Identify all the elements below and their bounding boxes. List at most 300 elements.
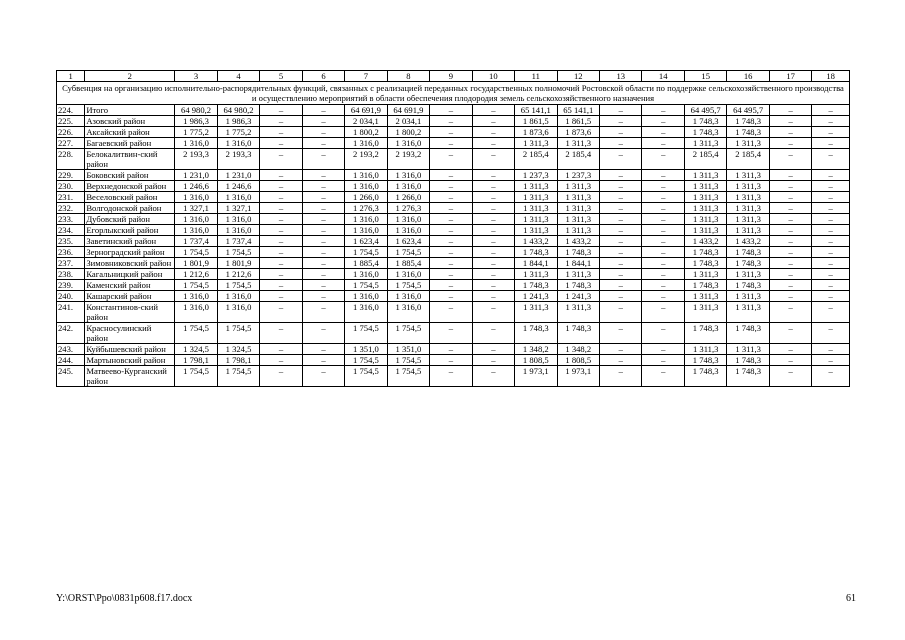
value-cell: 1 311,3 (727, 214, 769, 225)
value-cell: 1 748,3 (684, 323, 726, 344)
value-cell: – (430, 170, 472, 181)
district-name: Константинов-ский район (85, 302, 175, 323)
column-header: 4 (217, 71, 259, 82)
table-row (57, 181, 850, 192)
value-cell: – (472, 116, 514, 127)
value-cell: 1 311,3 (557, 138, 599, 149)
value-cell: 1 798,1 (175, 355, 217, 366)
column-header: 18 (812, 71, 850, 82)
value-cell: 1 311,3 (684, 269, 726, 280)
value-cell: – (769, 247, 811, 258)
value-cell: 1 316,0 (175, 138, 217, 149)
value-cell: – (769, 291, 811, 302)
value-cell: – (430, 323, 472, 344)
column-header: 1 (57, 71, 85, 82)
table-row (57, 247, 850, 258)
column-header: 6 (302, 71, 344, 82)
value-cell: 2 185,4 (557, 149, 599, 170)
value-cell: 65 141,1 (515, 105, 557, 116)
column-header: 15 (684, 71, 726, 82)
value-cell: 1 754,5 (175, 247, 217, 258)
column-header: 13 (600, 71, 642, 82)
value-cell: 1 276,3 (387, 203, 429, 214)
value-cell: – (812, 236, 850, 247)
value-cell: 1 316,0 (175, 192, 217, 203)
value-cell: 1 748,3 (515, 247, 557, 258)
value-cell: 1 885,4 (345, 258, 387, 269)
value-cell: – (642, 192, 684, 203)
value-cell: – (260, 280, 302, 291)
value-cell: 1 748,3 (684, 116, 726, 127)
value-cell: – (812, 192, 850, 203)
value-cell: 1 801,9 (175, 258, 217, 269)
value-cell: 1 808,5 (557, 355, 599, 366)
value-cell: 1 808,5 (515, 355, 557, 366)
value-cell: – (600, 258, 642, 269)
value-cell: 2 034,1 (345, 116, 387, 127)
value-cell: 1 748,3 (727, 355, 769, 366)
column-header: 14 (642, 71, 684, 82)
value-cell: – (430, 138, 472, 149)
value-cell: 1 873,6 (557, 127, 599, 138)
table-row (57, 236, 850, 247)
value-cell: 1 241,3 (557, 291, 599, 302)
value-cell: – (260, 214, 302, 225)
value-cell: 1 316,0 (217, 225, 259, 236)
value-cell: 1 311,3 (515, 225, 557, 236)
value-cell: – (600, 149, 642, 170)
value-cell: – (302, 366, 344, 387)
value-cell: – (769, 236, 811, 247)
value-cell: 2 185,4 (515, 149, 557, 170)
table-row (57, 214, 850, 225)
value-cell: – (430, 225, 472, 236)
value-cell: 1 311,3 (727, 225, 769, 236)
column-header: 8 (387, 71, 429, 82)
value-cell: 1 316,0 (345, 225, 387, 236)
footer-file-path: Y:\ORST\Ppo\0831p608.f17.docx (56, 593, 193, 604)
value-cell: – (812, 149, 850, 170)
value-cell: 1 237,3 (515, 170, 557, 181)
value-cell: – (642, 344, 684, 355)
value-cell: 1 327,1 (217, 203, 259, 214)
value-cell: 1 973,1 (515, 366, 557, 387)
value-cell: 1 348,2 (557, 344, 599, 355)
value-cell: 1 844,1 (515, 258, 557, 269)
value-cell: – (260, 138, 302, 149)
value-cell: – (472, 258, 514, 269)
value-cell: – (600, 291, 642, 302)
value-cell: – (812, 225, 850, 236)
value-cell: – (302, 116, 344, 127)
value-cell: 1 316,0 (387, 170, 429, 181)
table-row (57, 116, 850, 127)
value-cell: – (260, 170, 302, 181)
value-cell: 1 316,0 (217, 291, 259, 302)
value-cell: 1 433,2 (557, 236, 599, 247)
value-cell: 1 212,6 (175, 269, 217, 280)
table-row (57, 323, 850, 344)
budget-table (56, 70, 850, 387)
value-cell: – (260, 258, 302, 269)
value-cell: – (302, 291, 344, 302)
value-cell: – (642, 247, 684, 258)
value-cell: – (769, 170, 811, 181)
value-cell: – (472, 302, 514, 323)
value-cell: – (260, 181, 302, 192)
value-cell: 1 212,6 (217, 269, 259, 280)
value-cell: – (600, 344, 642, 355)
value-cell: – (600, 181, 642, 192)
value-cell: 1 800,2 (387, 127, 429, 138)
value-cell: – (430, 181, 472, 192)
value-cell: 1 748,3 (684, 366, 726, 387)
value-cell: – (642, 138, 684, 149)
district-name: Итого (85, 105, 175, 116)
value-cell: 1 754,5 (387, 247, 429, 258)
value-cell: 1 316,0 (175, 214, 217, 225)
value-cell: – (472, 214, 514, 225)
value-cell: 65 141,1 (557, 105, 599, 116)
value-cell: 1 311,3 (557, 192, 599, 203)
value-cell: – (642, 355, 684, 366)
value-cell: 1 311,3 (515, 138, 557, 149)
value-cell: 1 754,5 (217, 323, 259, 344)
value-cell: 1 748,3 (515, 280, 557, 291)
value-cell: 1 311,3 (684, 291, 726, 302)
district-name: Мартыновский район (85, 355, 175, 366)
value-cell: 1 241,3 (515, 291, 557, 302)
value-cell: – (642, 225, 684, 236)
column-header: 16 (727, 71, 769, 82)
table-caption-row (57, 82, 850, 105)
value-cell: – (812, 105, 850, 116)
column-header: 12 (557, 71, 599, 82)
footer-page-number: 61 (846, 593, 856, 604)
value-cell: 1 311,3 (557, 225, 599, 236)
value-cell: – (642, 116, 684, 127)
value-cell: 1 311,3 (557, 203, 599, 214)
value-cell: 1 885,4 (387, 258, 429, 269)
table-row (57, 138, 850, 149)
value-cell: 1 754,5 (345, 366, 387, 387)
value-cell: 64 691,9 (387, 105, 429, 116)
table-header-row (57, 71, 850, 82)
district-name: Кагальницкий район (85, 269, 175, 280)
value-cell: 2 185,4 (727, 149, 769, 170)
value-cell: – (302, 181, 344, 192)
column-header: 5 (260, 71, 302, 82)
value-cell: 1 748,3 (684, 280, 726, 291)
value-cell: 1 748,3 (727, 127, 769, 138)
value-cell: – (430, 366, 472, 387)
value-cell: 2 193,3 (217, 149, 259, 170)
value-cell: 1 775,2 (175, 127, 217, 138)
value-cell: – (769, 323, 811, 344)
district-name: Белокалитвин-ский район (85, 149, 175, 170)
row-number: 242. (57, 323, 85, 344)
table-row (57, 105, 850, 116)
value-cell: 1 316,0 (345, 291, 387, 302)
value-cell: – (472, 105, 514, 116)
value-cell: – (642, 105, 684, 116)
value-cell: 1 316,0 (345, 302, 387, 323)
value-cell: 1 311,3 (727, 138, 769, 149)
value-cell: – (769, 214, 811, 225)
district-name: Верхнедонской район (85, 181, 175, 192)
value-cell: – (600, 269, 642, 280)
value-cell: – (812, 138, 850, 149)
value-cell: 64 980,2 (175, 105, 217, 116)
value-cell: 1 231,0 (175, 170, 217, 181)
district-name: Куйбышевский район (85, 344, 175, 355)
value-cell: – (600, 355, 642, 366)
value-cell: – (302, 214, 344, 225)
value-cell: – (812, 269, 850, 280)
value-cell: 1 748,3 (557, 247, 599, 258)
table-row (57, 225, 850, 236)
district-name: Егорлыкский район (85, 225, 175, 236)
value-cell: 64 495,7 (684, 105, 726, 116)
value-cell: 1 754,5 (345, 323, 387, 344)
value-cell: 1 748,3 (727, 280, 769, 291)
value-cell: – (812, 291, 850, 302)
value-cell: 1 316,0 (345, 181, 387, 192)
value-cell: – (472, 344, 514, 355)
column-header: 7 (345, 71, 387, 82)
value-cell: 1 316,0 (217, 192, 259, 203)
value-cell: 1 316,0 (387, 225, 429, 236)
value-cell: 1 311,3 (515, 181, 557, 192)
district-name: Заветинский район (85, 236, 175, 247)
district-name: Азовский район (85, 116, 175, 127)
value-cell: 1 748,3 (515, 323, 557, 344)
value-cell: 1 311,3 (727, 203, 769, 214)
value-cell: – (302, 302, 344, 323)
value-cell: 1 754,5 (345, 247, 387, 258)
value-cell: 1 311,3 (727, 192, 769, 203)
value-cell: 1 311,3 (557, 269, 599, 280)
value-cell: 1 754,5 (387, 323, 429, 344)
value-cell: 1 276,3 (345, 203, 387, 214)
value-cell: 1 433,2 (684, 236, 726, 247)
value-cell: – (302, 323, 344, 344)
value-cell: – (472, 203, 514, 214)
value-cell: – (472, 225, 514, 236)
value-cell: – (472, 291, 514, 302)
value-cell: 1 973,1 (557, 366, 599, 387)
value-cell: 1 311,3 (515, 203, 557, 214)
value-cell: – (472, 170, 514, 181)
value-cell: 1 754,5 (387, 355, 429, 366)
value-cell: 1 433,2 (515, 236, 557, 247)
district-name: Зимовниковский район (85, 258, 175, 269)
value-cell: 1 316,0 (387, 302, 429, 323)
value-cell: 1 348,2 (515, 344, 557, 355)
value-cell: – (302, 344, 344, 355)
value-cell: 1 737,4 (175, 236, 217, 247)
value-cell: – (472, 236, 514, 247)
value-cell: 1 246,6 (175, 181, 217, 192)
value-cell: – (769, 105, 811, 116)
value-cell: – (812, 116, 850, 127)
value-cell: – (769, 302, 811, 323)
table-row (57, 366, 850, 387)
district-name: Кашарский район (85, 291, 175, 302)
value-cell: 1 986,3 (217, 116, 259, 127)
value-cell: – (260, 269, 302, 280)
row-number: 228. (57, 149, 85, 170)
district-name: Волгодонской район (85, 203, 175, 214)
district-name: Каменский район (85, 280, 175, 291)
value-cell: – (302, 192, 344, 203)
table-row (57, 291, 850, 302)
value-cell: 1 316,0 (175, 225, 217, 236)
value-cell: 2 034,1 (387, 116, 429, 127)
value-cell: – (260, 236, 302, 247)
value-cell: – (302, 355, 344, 366)
value-cell: 1 324,5 (175, 344, 217, 355)
row-number: 233. (57, 214, 85, 225)
row-number: 231. (57, 192, 85, 203)
value-cell: – (812, 280, 850, 291)
value-cell: 1 873,6 (515, 127, 557, 138)
value-cell: – (260, 323, 302, 344)
value-cell: – (302, 258, 344, 269)
value-cell: – (812, 258, 850, 269)
row-number: 232. (57, 203, 85, 214)
value-cell: 1 311,3 (684, 138, 726, 149)
value-cell: – (600, 323, 642, 344)
table-row (57, 258, 850, 269)
column-header: 9 (430, 71, 472, 82)
value-cell: 64 691,9 (345, 105, 387, 116)
value-cell: – (642, 181, 684, 192)
value-cell: 1 311,3 (727, 302, 769, 323)
value-cell: – (812, 181, 850, 192)
row-number: 244. (57, 355, 85, 366)
row-number: 235. (57, 236, 85, 247)
value-cell: 1 316,0 (345, 269, 387, 280)
table-row (57, 302, 850, 323)
value-cell: 1 311,3 (684, 344, 726, 355)
value-cell: 1 748,3 (684, 247, 726, 258)
value-cell: 1 311,3 (557, 181, 599, 192)
column-header: 10 (472, 71, 514, 82)
value-cell: 1 748,3 (684, 355, 726, 366)
value-cell: 1 311,3 (684, 192, 726, 203)
value-cell: 1 327,1 (175, 203, 217, 214)
district-name: Дубовский район (85, 214, 175, 225)
row-number: 238. (57, 269, 85, 280)
row-number: 239. (57, 280, 85, 291)
column-header: 3 (175, 71, 217, 82)
value-cell: 1 748,3 (727, 366, 769, 387)
value-cell: – (812, 366, 850, 387)
value-cell: – (472, 280, 514, 291)
value-cell: – (472, 247, 514, 258)
value-cell: – (260, 291, 302, 302)
value-cell: – (769, 269, 811, 280)
value-cell: 1 986,3 (175, 116, 217, 127)
value-cell: – (600, 280, 642, 291)
value-cell: – (302, 269, 344, 280)
value-cell: 1 311,3 (727, 181, 769, 192)
value-cell: – (260, 247, 302, 258)
row-number: 236. (57, 247, 85, 258)
value-cell: – (812, 344, 850, 355)
value-cell: – (430, 280, 472, 291)
value-cell: – (642, 323, 684, 344)
value-cell: – (642, 236, 684, 247)
row-number: 229. (57, 170, 85, 181)
value-cell: – (260, 302, 302, 323)
value-cell: – (302, 138, 344, 149)
value-cell: – (769, 355, 811, 366)
value-cell: – (769, 280, 811, 291)
value-cell: – (260, 192, 302, 203)
value-cell: – (642, 302, 684, 323)
value-cell: – (812, 302, 850, 323)
value-cell: 1 316,0 (217, 302, 259, 323)
value-cell: 1 748,3 (684, 258, 726, 269)
table-row (57, 149, 850, 170)
value-cell: – (642, 170, 684, 181)
value-cell: – (600, 366, 642, 387)
value-cell: – (472, 192, 514, 203)
value-cell: – (260, 149, 302, 170)
value-cell: 1 311,3 (727, 344, 769, 355)
value-cell: 1 754,5 (217, 280, 259, 291)
table-row (57, 170, 850, 181)
district-name: Багаевский район (85, 138, 175, 149)
value-cell: – (302, 247, 344, 258)
value-cell: – (812, 170, 850, 181)
row-number: 241. (57, 302, 85, 323)
value-cell: – (260, 127, 302, 138)
value-cell: – (769, 127, 811, 138)
row-number: 240. (57, 291, 85, 302)
value-cell: – (769, 225, 811, 236)
table-row (57, 280, 850, 291)
value-cell: – (260, 225, 302, 236)
value-cell: – (600, 302, 642, 323)
value-cell: 1 316,0 (387, 214, 429, 225)
value-cell: 2 193,2 (387, 149, 429, 170)
value-cell: – (642, 291, 684, 302)
row-number: 230. (57, 181, 85, 192)
value-cell: 1 801,9 (217, 258, 259, 269)
value-cell: 1 311,3 (557, 302, 599, 323)
value-cell: 1 311,3 (727, 269, 769, 280)
value-cell: 1 754,5 (175, 280, 217, 291)
value-cell: – (430, 149, 472, 170)
value-cell: 1 798,1 (217, 355, 259, 366)
value-cell: – (769, 192, 811, 203)
value-cell: 1 316,0 (175, 302, 217, 323)
value-cell: – (769, 138, 811, 149)
value-cell: – (302, 225, 344, 236)
value-cell: – (302, 127, 344, 138)
value-cell: – (260, 116, 302, 127)
value-cell: – (430, 291, 472, 302)
value-cell: – (430, 258, 472, 269)
value-cell: – (769, 149, 811, 170)
value-cell: 1 737,4 (217, 236, 259, 247)
value-cell: – (642, 149, 684, 170)
value-cell: 1 266,0 (345, 192, 387, 203)
row-number: 234. (57, 225, 85, 236)
